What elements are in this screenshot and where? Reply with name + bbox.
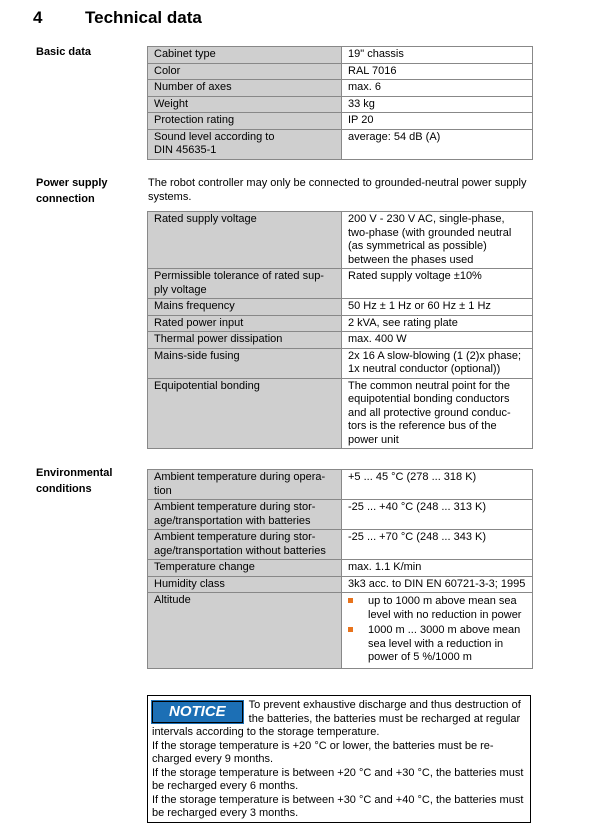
- list-item: up to 1000 m above mean sea level with no reduction in power: [348, 595, 526, 622]
- row-value: average: 54 dB (A): [342, 129, 533, 159]
- row-key: Number of axes: [148, 80, 342, 97]
- table-row: [148, 299, 533, 316]
- table-row: [148, 378, 533, 449]
- row-value: +5 ... 45 °C (278 ... 318 K): [342, 470, 533, 500]
- table-row: [148, 560, 533, 577]
- altitude-list: [348, 595, 526, 665]
- row-key: Temperature change: [148, 560, 342, 577]
- row-key: Mains-side fusing: [148, 348, 342, 378]
- table-row: [148, 96, 533, 113]
- row-key: Ambient temperature during stor-age/transportation without batteries: [148, 530, 342, 560]
- row-value: 33 kg: [342, 96, 533, 113]
- row-value: RAL 7016: [342, 63, 533, 80]
- table-row: [148, 47, 533, 64]
- basic-data-label: Basic data: [36, 46, 92, 58]
- row-key: Mains frequency: [148, 299, 342, 316]
- section-title: Technical data: [85, 8, 202, 27]
- row-key: Protection rating: [148, 113, 342, 130]
- notice-lead: To prevent exhaustive discharge and thus destruction of the batteries, the batteries must be recharged at regular intervals according to the storage temperature.: [152, 699, 521, 738]
- notice-box: [147, 695, 531, 823]
- notice-line: If the storage temperature is +20 °C or lower, the batteries must be re-charged every 9 months.: [152, 739, 494, 765]
- list-item: 1000 m ... 3000 m above mean sea level with a reduction in power of 5 %/1000 m: [348, 624, 526, 665]
- notice-line: If the storage temperature is between +30 °C and +40 °C, the batteries must be recharged every 3 months.: [152, 793, 524, 819]
- bullet-icon: [348, 627, 353, 632]
- row-key: Color: [148, 63, 342, 80]
- table-row: [148, 500, 533, 530]
- section-heading: [33, 8, 202, 28]
- row-value: max. 400 W: [342, 332, 533, 349]
- environmental-table: [147, 469, 533, 669]
- table-row: [148, 129, 533, 159]
- notice-badge: NOTICE: [152, 701, 243, 723]
- table-row: [148, 315, 533, 332]
- row-key: Rated power input: [148, 315, 342, 332]
- row-key: Thermal power dissipation: [148, 332, 342, 349]
- row-value: 2 kVA, see rating plate: [342, 315, 533, 332]
- row-value: -25 ... +70 °C (248 ... 343 K): [342, 530, 533, 560]
- row-value: max. 1.1 K/min: [342, 560, 533, 577]
- row-key: Permissible tolerance of rated sup-ply voltage: [148, 269, 342, 299]
- table-row: [148, 80, 533, 97]
- table-row: [148, 470, 533, 500]
- table-row: [148, 332, 533, 349]
- table-row: [148, 530, 533, 560]
- row-key: Rated supply voltage: [148, 212, 342, 269]
- row-key: Altitude: [148, 593, 342, 669]
- power-supply-intro: The robot controller may only be connected to grounded-neutral power supply systems.: [148, 177, 527, 203]
- row-value: max. 6: [342, 80, 533, 97]
- bullet-icon: [348, 598, 353, 603]
- row-value: 50 Hz ± 1 Hz or 60 Hz ± 1 Hz: [342, 299, 533, 316]
- row-key: Ambient temperature during stor-age/transportation with batteries: [148, 500, 342, 530]
- row-value: 3k3 acc. to DIN EN 60721-3-3; 1995: [342, 576, 533, 593]
- table-row: [148, 593, 533, 669]
- section-number: 4: [33, 8, 43, 27]
- row-key: Equipotential bonding: [148, 378, 342, 449]
- row-key: Sound level according to DIN 45635-1: [148, 129, 342, 159]
- row-value: 2x 16 A slow-blowing (1 (2)x phase; 1x neutral conductor (optional)): [342, 348, 533, 378]
- row-value: The common neutral point for the equipotential bonding conductors and all protective ground conduc-tors is the reference bus of the power unit: [342, 378, 533, 449]
- power-supply-table: [147, 211, 533, 449]
- table-row: [148, 576, 533, 593]
- row-value: IP 20: [342, 113, 533, 130]
- basic-data-table: [147, 46, 533, 160]
- row-value: -25 ... +40 °C (248 ... 313 K): [342, 500, 533, 530]
- table-row: [148, 113, 533, 130]
- row-value: 200 V - 230 V AC, single-phase, two-phase (with grounded neutral (as symmetrical as possible) between the phases used: [342, 212, 533, 269]
- row-key: Ambient temperature during opera-tion: [148, 470, 342, 500]
- row-value: Rated supply voltage ±10%: [342, 269, 533, 299]
- row-key: Cabinet type: [148, 47, 342, 64]
- row-key: Weight: [148, 96, 342, 113]
- environmental-label: Environmental conditions: [36, 467, 113, 495]
- row-key: Humidity class: [148, 576, 342, 593]
- row-value: [342, 593, 533, 669]
- row-value: 19" chassis: [342, 47, 533, 64]
- table-row: [148, 63, 533, 80]
- power-supply-label: Power supply connection: [36, 177, 108, 205]
- table-row: [148, 348, 533, 378]
- table-row: [148, 212, 533, 269]
- notice-line: If the storage temperature is between +20 °C and +30 °C, the batteries must be recharged every 6 months.: [152, 766, 524, 792]
- table-row: [148, 269, 533, 299]
